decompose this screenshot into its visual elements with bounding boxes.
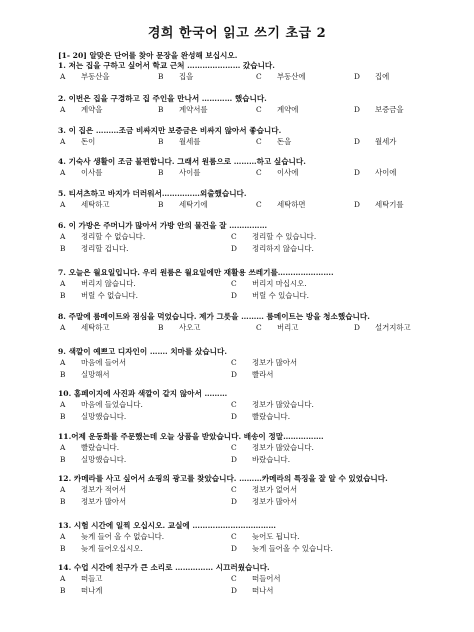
question-1 bbox=[58, 61, 453, 82]
option-letter: D bbox=[354, 137, 360, 147]
question-stem: 8. 주말에 룸메이트와 점심을 먹었습니다. 제가 그릇을 ……… 룸메이트는 방을 청소했습니다. bbox=[58, 312, 370, 321]
option-letter: C bbox=[256, 137, 262, 147]
option-text: 세탁하고 bbox=[81, 323, 110, 333]
answer-option bbox=[58, 532, 229, 541]
option-letter: B bbox=[60, 411, 66, 421]
option-row bbox=[58, 358, 453, 367]
option-text: 버리고 bbox=[277, 323, 299, 333]
page-title: 경희 한국어 읽고 쓰기 초급 2 bbox=[147, 26, 327, 41]
option-letter: A bbox=[60, 137, 66, 147]
option-text: 세탁기에 bbox=[179, 200, 208, 210]
option-row bbox=[58, 105, 453, 114]
option-letter: C bbox=[231, 485, 237, 495]
option-letter: B bbox=[158, 323, 164, 333]
option-row bbox=[58, 232, 453, 241]
question-stem: 5. 티셔츠하고 바지가 더러워서……………외출했습니다. bbox=[58, 189, 247, 198]
answer-option bbox=[156, 105, 254, 114]
option-text: 정리하지 않습니다. bbox=[252, 243, 314, 253]
option-text: 빨랐습니다. bbox=[252, 411, 291, 421]
answer-option bbox=[254, 200, 352, 209]
option-letter: A bbox=[60, 485, 66, 495]
answer-option bbox=[229, 370, 400, 379]
answer-option bbox=[229, 358, 400, 367]
option-letter: D bbox=[354, 105, 360, 115]
option-letter: B bbox=[158, 72, 164, 82]
answer-option bbox=[58, 279, 229, 288]
option-row bbox=[58, 412, 453, 421]
option-text: 보증금을 bbox=[375, 105, 404, 115]
question-stem: 14. 수업 시간에 친구가 큰 소리로 …………… 시끄러웠습니다. bbox=[58, 563, 270, 572]
option-text: 정보가 많아서 bbox=[81, 496, 127, 506]
answer-option bbox=[254, 72, 352, 81]
answer-option bbox=[58, 497, 229, 506]
answer-option bbox=[254, 105, 352, 114]
answer-option bbox=[156, 72, 254, 81]
question-13 bbox=[58, 521, 453, 553]
option-row bbox=[58, 497, 453, 506]
option-text: 버릴 수 없습니다. bbox=[81, 290, 139, 300]
option-text: 늦게 들어올 수 있습니다. bbox=[252, 543, 333, 553]
option-text: 바랐습니다. bbox=[252, 454, 291, 464]
option-letter: A bbox=[60, 105, 66, 115]
answer-option bbox=[352, 168, 450, 177]
answer-option bbox=[352, 200, 450, 209]
answer-option bbox=[254, 168, 352, 177]
answer-option bbox=[58, 232, 229, 241]
option-letter: D bbox=[231, 411, 237, 421]
answer-option bbox=[156, 137, 254, 146]
answer-option bbox=[58, 412, 229, 421]
option-row bbox=[58, 443, 453, 452]
answer-option bbox=[229, 291, 400, 300]
answer-option bbox=[229, 485, 400, 494]
option-text: 정리할 수 없습니다. bbox=[81, 232, 146, 242]
option-letter: A bbox=[60, 168, 66, 178]
option-letter: B bbox=[158, 168, 164, 178]
answer-option bbox=[352, 105, 450, 114]
answer-option bbox=[58, 137, 156, 146]
option-text: 정보가 많았습니다. bbox=[252, 400, 314, 410]
question-4 bbox=[58, 157, 453, 178]
question-stem: 6. 이 가방은 주머니가 많아서 가방 안의 물건을 잘 …………… bbox=[58, 221, 268, 230]
option-row bbox=[58, 400, 453, 409]
answer-option bbox=[229, 586, 400, 595]
question-stem: 11.어제 운동화를 주문했는데 오늘 상품을 받았습니다. 배송이 정말……………. bbox=[58, 432, 324, 441]
option-row bbox=[58, 279, 453, 288]
option-letter: C bbox=[256, 168, 262, 178]
option-text: 실망했습니다. bbox=[81, 411, 127, 421]
option-text: 계약을 bbox=[81, 105, 103, 115]
option-text: 집에 bbox=[375, 72, 390, 82]
option-letter: A bbox=[60, 323, 66, 333]
option-letter: C bbox=[256, 72, 262, 82]
answer-option bbox=[58, 485, 229, 494]
option-letter: A bbox=[60, 200, 66, 210]
question-2 bbox=[58, 94, 453, 115]
option-letter: B bbox=[60, 454, 66, 464]
answer-option bbox=[156, 200, 254, 209]
answer-option bbox=[229, 279, 400, 288]
option-letter: C bbox=[256, 200, 262, 210]
option-row bbox=[58, 72, 453, 81]
option-text: 이사를 bbox=[81, 168, 103, 178]
answer-option bbox=[58, 291, 229, 300]
option-row bbox=[58, 485, 453, 494]
answer-option bbox=[254, 323, 352, 332]
option-text: 설거지하고 bbox=[375, 323, 411, 333]
question-6 bbox=[58, 221, 453, 253]
question-stem: 2. 이번은 집을 구경하고 집 주인을 만나서 ………… 했습니다. bbox=[58, 94, 267, 103]
option-text: 사이를 bbox=[179, 168, 201, 178]
answer-option bbox=[229, 443, 400, 452]
option-text: 늦어도 됩니다. bbox=[252, 532, 300, 542]
answer-option bbox=[229, 544, 400, 553]
option-row bbox=[58, 323, 453, 332]
option-letter: C bbox=[231, 443, 237, 453]
option-row bbox=[58, 168, 453, 177]
answer-option bbox=[229, 532, 400, 541]
option-row bbox=[58, 544, 453, 553]
option-letter: C bbox=[256, 323, 262, 333]
option-letter: D bbox=[231, 454, 237, 464]
option-text: 월세를 bbox=[179, 137, 201, 147]
question-14 bbox=[58, 563, 453, 595]
option-text: 마음에 들어서 bbox=[81, 358, 127, 368]
answer-option bbox=[156, 323, 254, 332]
option-letter: D bbox=[354, 72, 360, 82]
option-row bbox=[58, 455, 453, 464]
question-stem: 7. 오늘은 월요일입니다. 우리 원룸은 월요일에만 재활용 쓰레기를…………………. bbox=[58, 268, 334, 277]
option-text: 떠나서 bbox=[252, 585, 274, 595]
question-8 bbox=[58, 312, 453, 333]
option-letter: C bbox=[231, 400, 237, 410]
question-stem: 3. 이 집은 ………조금 비싸지만 보증금은 비싸지 않아서 좋습니다. bbox=[58, 126, 282, 135]
option-letter: B bbox=[60, 496, 66, 506]
option-row bbox=[58, 244, 453, 253]
option-text: 빨랐습니다. bbox=[81, 443, 120, 453]
question-10 bbox=[58, 389, 453, 421]
option-text: 세탁기를 bbox=[375, 200, 404, 210]
option-text: 부동산을 bbox=[81, 72, 110, 82]
option-text: 사오고 bbox=[179, 323, 201, 333]
answer-option bbox=[58, 105, 156, 114]
option-letter: C bbox=[256, 105, 262, 115]
option-letter: C bbox=[231, 532, 237, 542]
option-text: 버리지 않습니다. bbox=[81, 279, 136, 289]
option-letter: B bbox=[158, 200, 164, 210]
answer-option bbox=[229, 232, 400, 241]
question-stem: 13. 시험 시간에 일찍 오십시오. 교실에 …………………………… bbox=[58, 521, 276, 530]
option-letter: D bbox=[354, 168, 360, 178]
answer-option bbox=[58, 574, 229, 583]
option-row bbox=[58, 532, 453, 541]
answer-option bbox=[229, 412, 400, 421]
option-letter: B bbox=[60, 290, 66, 300]
option-row bbox=[58, 586, 453, 595]
option-letter: C bbox=[231, 232, 237, 242]
option-letter: A bbox=[60, 532, 66, 542]
option-text: 버리지 마십시오. bbox=[252, 279, 307, 289]
option-row bbox=[58, 574, 453, 583]
option-text: 돈이 bbox=[81, 137, 96, 147]
option-text: 정보가 없어서 bbox=[252, 485, 298, 495]
answer-option bbox=[229, 244, 400, 253]
option-text: 정리할 겁니다. bbox=[81, 243, 129, 253]
option-letter: A bbox=[60, 574, 66, 584]
option-letter: A bbox=[60, 400, 66, 410]
answer-option bbox=[229, 574, 400, 583]
option-letter: C bbox=[231, 574, 237, 584]
option-letter: B bbox=[60, 543, 66, 553]
option-letter: B bbox=[158, 137, 164, 147]
answer-option bbox=[254, 137, 352, 146]
option-text: 정보가 적어서 bbox=[81, 485, 127, 495]
answer-option bbox=[229, 400, 400, 409]
option-text: 사이에 bbox=[375, 168, 397, 178]
option-text: 이사에 bbox=[277, 168, 299, 178]
option-letter: D bbox=[231, 496, 237, 506]
option-text: 계약서를 bbox=[179, 105, 208, 115]
answer-option bbox=[58, 455, 229, 464]
option-text: 떠들어서 bbox=[252, 574, 281, 584]
answer-option bbox=[58, 370, 229, 379]
option-letter: B bbox=[158, 105, 164, 115]
option-letter: C bbox=[231, 358, 237, 368]
option-letter: A bbox=[60, 279, 66, 289]
question-12 bbox=[58, 474, 453, 506]
answer-option bbox=[229, 497, 400, 506]
option-text: 부동산에 bbox=[277, 72, 306, 82]
question-5 bbox=[58, 189, 453, 210]
option-text: 떠들고 bbox=[81, 574, 103, 584]
option-row bbox=[58, 370, 453, 379]
answer-option bbox=[229, 455, 400, 464]
answer-option bbox=[58, 358, 229, 367]
option-text: 실망했습니다. bbox=[81, 454, 127, 464]
option-letter: D bbox=[354, 200, 360, 210]
option-letter: D bbox=[231, 543, 237, 553]
option-text: 버릴 수 있습니다. bbox=[252, 290, 310, 300]
option-text: 떠나게 bbox=[81, 585, 103, 595]
question-9 bbox=[58, 347, 453, 379]
answer-option bbox=[352, 137, 450, 146]
option-letter: A bbox=[60, 232, 66, 242]
option-letter: D bbox=[231, 585, 237, 595]
answer-option bbox=[58, 400, 229, 409]
option-letter: C bbox=[231, 279, 237, 289]
answer-option bbox=[58, 244, 229, 253]
option-text: 실망해서 bbox=[81, 369, 110, 379]
option-text: 계약에 bbox=[277, 105, 299, 115]
option-text: 마음에 들었습니다. bbox=[81, 400, 143, 410]
option-text: 정보가 많아서 bbox=[252, 496, 298, 506]
option-text: 늦게 들어 올 수 없습니다. bbox=[81, 532, 165, 542]
option-text: 빨라서 bbox=[252, 369, 274, 379]
option-letter: A bbox=[60, 358, 66, 368]
question-3 bbox=[58, 126, 453, 147]
option-letter: B bbox=[60, 585, 66, 595]
option-text: 세탁하면 bbox=[277, 200, 306, 210]
option-letter: D bbox=[354, 323, 360, 333]
answer-option bbox=[58, 443, 229, 452]
answer-option bbox=[58, 586, 229, 595]
option-text: 늦게 들어오십시오. bbox=[81, 543, 143, 553]
instruction-text: [1- 20] 알맞은 단어를 찾아 문장을 완성해 보십시오. bbox=[58, 51, 238, 60]
option-row bbox=[58, 200, 453, 209]
option-text: 정보가 많아서 bbox=[252, 358, 298, 368]
question-stem: 4. 기숙사 생활이 조금 불편합니다. 그래서 원룸으로 ………하고 싶습니다. bbox=[58, 157, 306, 166]
answer-option bbox=[352, 72, 450, 81]
question-stem: 9. 색깔이 예쁘고 디자인이 ……. 치마를 샀습니다. bbox=[58, 347, 227, 356]
option-text: 집을 bbox=[179, 72, 194, 82]
answer-option bbox=[58, 323, 156, 332]
option-text: 세탁하고 bbox=[81, 200, 110, 210]
option-letter: B bbox=[60, 243, 66, 253]
answer-option bbox=[58, 72, 156, 81]
answer-option bbox=[58, 168, 156, 177]
answer-option bbox=[352, 323, 450, 332]
answer-option bbox=[156, 168, 254, 177]
option-text: 돈을 bbox=[277, 137, 292, 147]
option-text: 정리할 수 있습니다. bbox=[252, 232, 317, 242]
option-row bbox=[58, 291, 453, 300]
question-stem: 1. 저는 집을 구하고 싶어서 학교 근처 ………………… 갔습니다. bbox=[58, 61, 275, 70]
option-letter: D bbox=[231, 369, 237, 379]
option-letter: A bbox=[60, 72, 66, 82]
option-letter: B bbox=[60, 369, 66, 379]
option-letter: D bbox=[231, 243, 237, 253]
question-stem: 12. 카메라를 사고 싶어서 쇼핑의 광고를 찾았습니다. ………카메라의 특징을 잘 알 수 있었습니다. bbox=[58, 474, 388, 483]
option-row bbox=[58, 137, 453, 146]
answer-option bbox=[58, 200, 156, 209]
answer-option bbox=[58, 544, 229, 553]
question-7 bbox=[58, 268, 453, 300]
option-letter: D bbox=[231, 290, 237, 300]
question-stem: 10. 홈페이지에 사진과 색깔이 같지 않아서 ……… bbox=[58, 389, 228, 398]
option-text: 월세가 bbox=[375, 137, 397, 147]
question-11 bbox=[58, 432, 453, 464]
option-letter: A bbox=[60, 443, 66, 453]
option-text: 정보가 많았습니다. bbox=[252, 443, 314, 453]
